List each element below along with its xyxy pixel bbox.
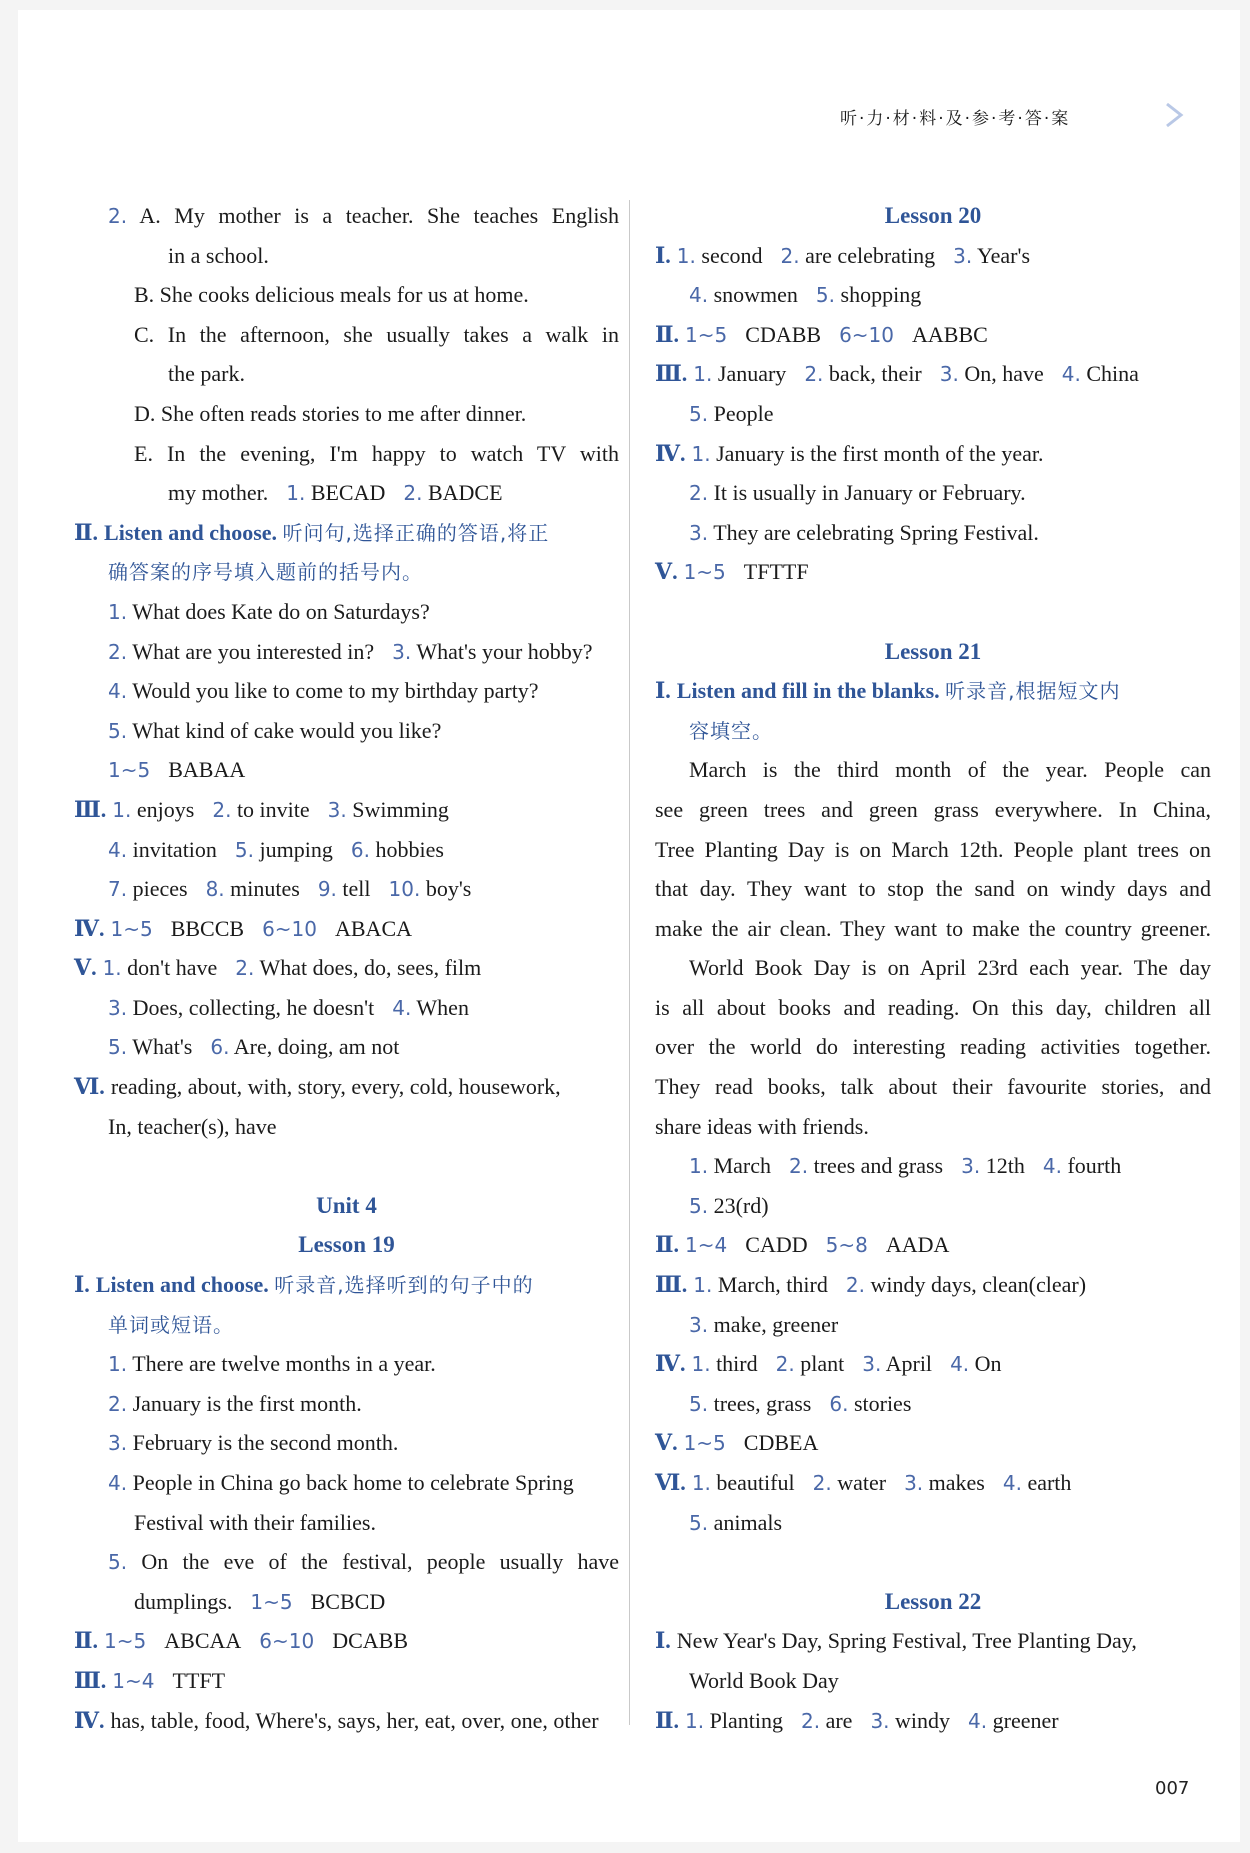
answer-line: Ⅴ. 1~5 TFTTF bbox=[655, 559, 809, 585]
paragraph-line: March is the third month of the year. People can bbox=[689, 757, 1211, 783]
answer-line: 5. What's 6. Are, doing, am not bbox=[108, 1034, 400, 1060]
answer-line: 1. March 2. trees and grass 3. 12th 4. fourth bbox=[689, 1153, 1122, 1179]
answer-line: 1~5 BABAA bbox=[108, 757, 246, 783]
list-item: Festival with their families. bbox=[134, 1509, 376, 1535]
paragraph-line: that day. They want to stop the sand on windy days and bbox=[655, 876, 1211, 902]
lesson-title: Lesson 21 bbox=[884, 638, 982, 664]
answer-line: Ⅲ. 1~4 TTFT bbox=[74, 1667, 226, 1693]
answer-line: Ⅰ. New Year's Day, Spring Festival, Tree Planting Day, bbox=[655, 1628, 1137, 1654]
answer-line: Ⅴ. 1~5 CDBEA bbox=[655, 1430, 819, 1456]
list-item: 2. What are you interested in? 3. What's your hobby? bbox=[108, 638, 593, 664]
list-item: D. She often reads stories to me after dinner. bbox=[134, 400, 527, 426]
paragraph-line: share ideas with friends. bbox=[655, 1113, 869, 1139]
list-item: 4. People in China go back home to celebrate Spring bbox=[108, 1470, 574, 1495]
answer-line: Ⅳ. 1. third 2. plant 3. April 4. On bbox=[655, 1351, 1002, 1377]
answer-line: Ⅲ. 1. March, third 2. windy days, clean(clear) bbox=[655, 1272, 1087, 1298]
answer-line: Ⅴ. 1. don't have 2. What does, do, sees, film bbox=[74, 955, 482, 981]
section-heading: Ⅰ. Listen and fill in the blanks. 听录音,根据短文内 bbox=[655, 678, 1121, 704]
answer-line: In, teacher(s), have bbox=[108, 1113, 277, 1139]
answer-line: 4. snowmen 5. shopping bbox=[689, 282, 922, 308]
answer-line: 4. invitation 5. jumping 6. hobbies bbox=[108, 836, 444, 862]
answer-line: Ⅳ. 1. January is the first month of the year. bbox=[655, 440, 1044, 466]
answer-line: 3. Does, collecting, he doesn't 4. When bbox=[108, 994, 469, 1020]
page bbox=[18, 10, 1240, 1842]
answer-line: Ⅵ. 1. beautiful 2. water 3. makes 4. earth bbox=[655, 1470, 1072, 1495]
list-item: in a school. bbox=[168, 242, 269, 268]
answer-line: 2. It is usually in January or February. bbox=[689, 480, 1026, 506]
section-heading: Ⅰ. Listen and choose. 听录音,选择听到的句子中的 bbox=[74, 1272, 534, 1298]
lesson-title: Lesson 20 bbox=[884, 203, 982, 228]
answer-line: 7. pieces 8. minutes 9. tell 10. boy's bbox=[108, 876, 472, 902]
list-item: 2. A. My mother is a teacher. She teaches English bbox=[108, 203, 619, 228]
lesson-title: Lesson 19 bbox=[298, 1232, 395, 1258]
answer-line: Ⅱ. 1. Planting 2. are 3. windy 4. greener bbox=[655, 1707, 1059, 1733]
unit-title: Unit 4 bbox=[316, 1192, 377, 1218]
list-item: 1. What does Kate do on Saturdays? bbox=[108, 598, 430, 624]
list-item: B. She cooks delicious meals for us at home. bbox=[134, 282, 529, 308]
list-item: dumplings. 1~5 BCBCD bbox=[134, 1588, 386, 1614]
right-column bbox=[655, 196, 1211, 1740]
answer-line: Ⅱ. 1~4 CADD 5~8 AADA bbox=[655, 1232, 950, 1258]
list-item: 5. What kind of cake would you like? bbox=[108, 717, 442, 743]
answer-line: Ⅱ. 1~5 ABCAA 6~10 DCABB bbox=[74, 1628, 409, 1654]
paragraph-line: World Book Day is on April 23rd each year. The day bbox=[689, 955, 1211, 981]
list-item: C. In the afternoon, she usually takes a walk in bbox=[134, 321, 619, 347]
list-item: 1. There are twelve months in a year. bbox=[108, 1351, 436, 1377]
left-column bbox=[74, 196, 619, 1740]
list-item: the park. bbox=[168, 361, 245, 387]
paragraph-line: see green trees and green grass everywhere. In China, bbox=[655, 796, 1211, 822]
lesson-title: Lesson 22 bbox=[884, 1588, 982, 1614]
column-divider bbox=[629, 200, 630, 1725]
section-heading: 容填空。 bbox=[689, 718, 773, 743]
paragraph-line: make the air clean. They want to make the country greener. bbox=[655, 915, 1211, 941]
answer-line: 5. 23(rd) bbox=[689, 1192, 769, 1218]
section-heading: 单词或短语。 bbox=[108, 1312, 234, 1337]
paragraph-line: over the world do interesting reading activities together. bbox=[655, 1034, 1211, 1060]
list-item: E. In the evening, I'm happy to watch TV with bbox=[134, 440, 619, 466]
section-heading: 确答案的序号填入题前的括号内。 bbox=[108, 560, 423, 585]
paragraph-line: They read books, talk about their favourite stories, and bbox=[655, 1074, 1211, 1100]
answer-line: Ⅵ. reading, about, with, story, every, cold, housework, bbox=[74, 1074, 561, 1100]
chevron-right-icon bbox=[1161, 102, 1187, 128]
answer-line: World Book Day bbox=[689, 1667, 839, 1693]
answer-line: 5. animals bbox=[689, 1509, 783, 1535]
answer-line: Ⅰ. 1. second 2. are celebrating 3. Year's bbox=[655, 242, 1031, 268]
list-item: 5. On the eve of the festival, people usually have bbox=[108, 1549, 619, 1575]
answer-line: Ⅳ. has, table, food, Where's, says, her, eat, over, one, other bbox=[74, 1707, 599, 1733]
page-number: 007 bbox=[1155, 1778, 1190, 1799]
paragraph-line: is all about books and reading. On this day, children all bbox=[655, 994, 1211, 1020]
list-item: my mother. 1. BECAD 2. BADCE bbox=[168, 480, 503, 506]
list-item: 4. Would you like to come to my birthday party? bbox=[108, 678, 539, 704]
list-item: 2. January is the first month. bbox=[108, 1390, 362, 1416]
answer-line: 3. They are celebrating Spring Festival. bbox=[689, 519, 1039, 545]
answer-line: 3. make, greener bbox=[689, 1311, 839, 1337]
list-item: 3. February is the second month. bbox=[108, 1430, 399, 1456]
section-heading: Ⅱ. Listen and choose. 听问句,选择正确的答语,将正 bbox=[74, 519, 550, 545]
answer-line: 5. People bbox=[689, 400, 774, 426]
header-title: 听·力·材·料·及·参·考·答·案 bbox=[840, 109, 1071, 129]
answer-line: Ⅱ. 1~5 CDABB 6~10 AABBC bbox=[655, 321, 988, 347]
answer-line: 5. trees, grass 6. stories bbox=[689, 1390, 912, 1416]
answer-line: Ⅲ. 1. enjoys 2. to invite 3. Swimming bbox=[74, 796, 449, 822]
answer-line: Ⅲ. 1. January 2. back, their 3. On, have 4. China bbox=[655, 361, 1139, 387]
paragraph-line: Tree Planting Day is on March 12th. People plant trees on bbox=[655, 836, 1211, 862]
answer-line: Ⅳ. 1~5 BBCCB 6~10 ABACA bbox=[74, 915, 413, 941]
